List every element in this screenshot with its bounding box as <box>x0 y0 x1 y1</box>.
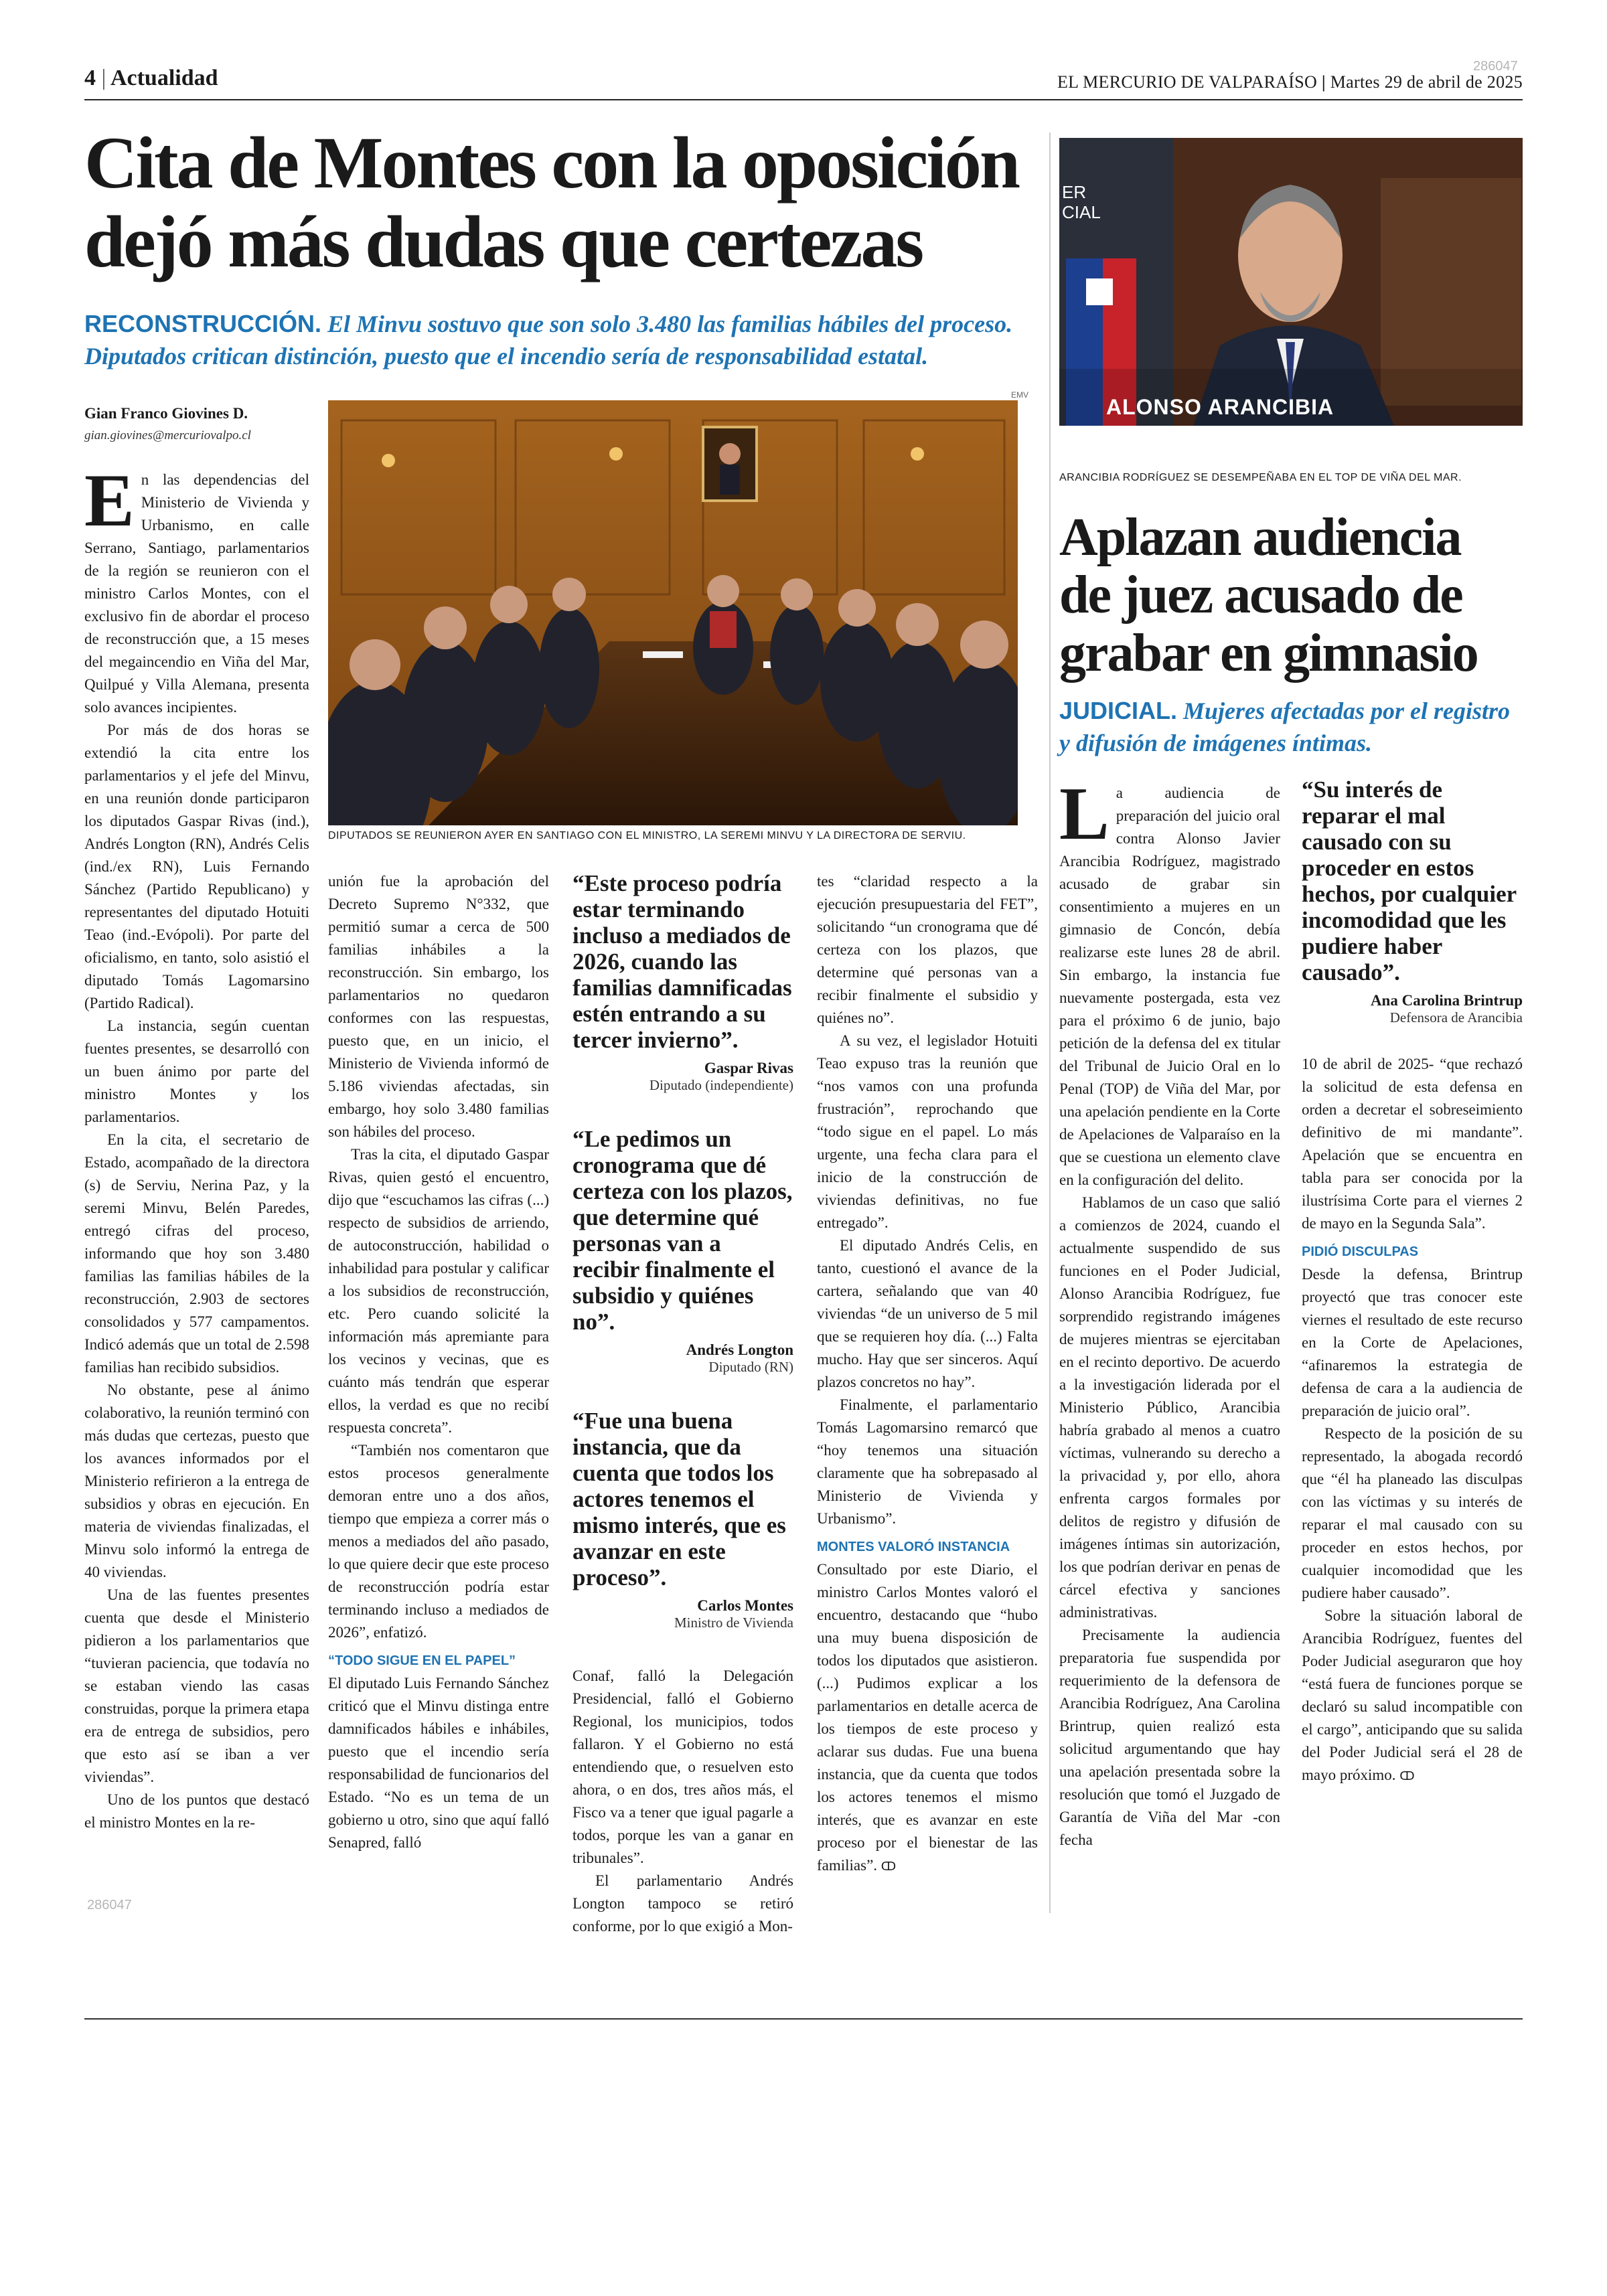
main-deck <box>84 308 1055 372</box>
side-col1-p3: Precisamente la audiencia preparatoria fue suspendida por requerimiento de la defensora de Arancibia Rodríguez, Ana Carolina Brintrup, quien realizó esta solicitud argumentando que hay una apelación presentada sobre la resolución que tomó el Juzgado de Garantía de Viña del Mar -con fecha <box>1059 1627 1280 1848</box>
side-col2-p1: 10 de abril de 2025- “que rechazó la solicitud de esta defensa en orden a decretar el sobreseimiento definitivo de mi mandante”. Apelación que se encuentra en tabla para ser conocida por la ilustrísima Corte para el viernes 2 de mayo en la Segunda Sala”. <box>1302 1056 1523 1232</box>
section-name: Actualidad <box>110 66 218 90</box>
side-end-mark-icon: ↀ <box>1399 1769 1415 1783</box>
subhead-montes-valoro: MONTES VALORÓ INSTANCIA <box>817 1540 1010 1554</box>
page-number: 4 <box>84 66 96 90</box>
author-name: Gian Franco Giovines D. <box>84 405 248 422</box>
main-col4-p2: A su vez, el legislador Hotuiti Teao expuso tras la reunión que “nos vamos con una profunda frustración”, reprochando que “todo sigue en el papel. Lo más urgente, una fecha clara para el inicio de la construcción de viviendas definitivas, no fue entregado”. <box>817 1032 1038 1231</box>
main-column-1 <box>84 459 309 1834</box>
newspaper-name: EL MERCURIO DE VALPARAÍSO <box>1057 72 1318 92</box>
page-header-right <box>1057 72 1523 92</box>
pull-quote-montes-text: “Fue una buena instancia, que da cuenta que todos los actores tenemos el mismo interés, que es avanzar en este proceso”. <box>572 1408 786 1590</box>
page-stamp-top: 286047 <box>1473 59 1518 74</box>
main-col4-p4: Finalmente, el parlamentario Tomás Lagomarsino remarcó que “hoy tenemos una situación claramente que ha sobrepasado al Ministerio de Vivienda y Urbanismo”. <box>817 1396 1038 1527</box>
side-col1-p1-text: a audiencia de preparación del juicio oral contra Alonso Javier Arancibia Rodríguez, magistrado acusado de grabar sin consentimiento a mujeres en un gimnasio de Concón, debía realizarse este lunes 28 de abril. Sin embargo, la instancia fue nuevamente postergada, esta vez para el próximo 6 de junio, bajo petición de la defensa del ex titular del Tribunal de Juicio Oral en lo Penal (TOP) de Viña del Mar, por una apelación pendiente en la Corte de Apelaciones de Valparaíso en la que se cuestiona un elemento clave en la configuración del delito. <box>1059 785 1280 1188</box>
pull-quote-montes-role: Ministro de Vivienda <box>674 1615 793 1631</box>
side-col2b-p1: Desde la defensa, Brintrup proyectó que tras conocer este viernes el resultado de este recurso en la Corte de Apelaciones, “afinaremos la estrategia de defensa de cara a la audiencia de preparación de juicio oral”. <box>1302 1266 1523 1419</box>
main-col1-p5: No obstante, pese al ánimo colaborativo, la reunión terminó con más dudas que certezas, puesto que los avances informados por el Ministerio refirieron a la entrega de subsidios y obras en ejecución. En materia de viviendas finalizadas, el Minvu solo informó la entrega de 40 viviendas. <box>84 1382 309 1580</box>
page-stamp-bottom: 286047 <box>87 1898 132 1912</box>
main-col4b-p1 <box>817 1558 1038 1878</box>
main-deck-text: El Minvu sostuvo que son solo 3.480 las familias hábiles del proceso. Diputados critican distinción, puesto que el incendio sería de responsabilidad estatal. <box>84 311 1013 370</box>
pull-quote-brintrup-text: “Su interés de reparar el mal causado con su proceder en estos hechos, por cualquier incomodidad que les pudiere haber causado”. <box>1302 776 1517 985</box>
main-col4-p3: El diputado Andrés Celis, en tanto, cuestionó el avance de la cartera, señalando que van 40 viviendas “de un universo de 5 mil que se requieren hoy día. (...) Falta mucho. Hay que ser sinceros. Aquí plazos concretos no hay”. <box>817 1237 1038 1390</box>
main-col2b-p1: El diputado Luis Fernando Sánchez criticó que el Minvu distinga entre damnificados hábiles e inhábiles, puesto que el incendio sería responsabilidad de funcionarios del Estado. “No es un tema de un gobierno u otro, sino que aquí falló Senapred, falló <box>328 1675 549 1851</box>
main-col1-p1 <box>84 459 309 719</box>
side-drop-cap: L <box>1059 772 1109 855</box>
main-photo-caption: DIPUTADOS SE REUNIERON AYER EN SANTIAGO CON EL MINISTRO, LA SEREMI MINVU Y LA DIRECTORA DE SERVIU. <box>328 830 966 841</box>
pull-quote-longton-text: “Le pedimos un cronograma que dé certeza con los plazos, que determine qué personas van a recibir finalmente el subsidio y quiénes no”. <box>572 1126 793 1335</box>
side-photo-caption: ARANCIBIA RODRÍGUEZ SE DESEMPEÑABA EN EL TOP DE VIÑA DEL MAR. <box>1059 472 1462 483</box>
pull-quote-longton <box>572 1126 793 1376</box>
main-col2-p2: Tras la cita, el diputado Gaspar Rivas, quien gestó el encuentro, dijo que “escuchamos las cifras (...) respecto de subsidios de arriendo, de autoconstrucción, habilidad o inhabilidad para postular y calificar a los subsidios de reconstrucción, etc. Pero cuando solicité la información más apremiante para los vecinos y vecinas, que es cuánto más tendrán que esperar ellos, la verdad es que no recibí respuesta concreta”. <box>328 1146 549 1436</box>
side-column-1 <box>1059 772 1280 1852</box>
page-header-left <box>84 66 218 91</box>
photo-credit: EMV <box>1011 390 1029 400</box>
side-headline: Aplazan audiencia de juez acusado de grabar en gimnasio <box>1059 508 1478 683</box>
subhead-todo-sigue: “TODO SIGUE EN EL PAPEL” <box>328 1653 516 1668</box>
meeting-photo-illustration <box>328 400 1018 825</box>
pull-quote-brintrup <box>1302 776 1523 1026</box>
main-col1-p6: Una de las fuentes presentes cuenta que desde el Ministerio pidieron a los parlamentarios que “tuvieran paciencia, que todavía no se estaban viendo las casas construidas, porque la primera etapa era de entrega de subsidios, pero que esto así se iban a ver viviendas”. <box>84 1586 309 1785</box>
main-headline: Cita de Montes con la oposición dejó más dudas que certezas <box>84 122 1019 282</box>
side-col2-text <box>1302 1053 1523 1788</box>
main-column-2 <box>328 870 549 1854</box>
side-deck-text: Mujeres afectadas por el registro y difusión de imágenes íntimas. <box>1059 698 1510 756</box>
issue-date: Martes 29 de abril de 2025 <box>1330 72 1523 92</box>
main-col4b-p1-text: Consultado por este Diario, el ministro Carlos Montes valoró el encuentro, destacando que “hubo una muy buena disposición de todos los diputados que asistieron. (...) Pudimos explicar a los parlamentarios en detalle acerca de los tiempos de este proceso y aclarar sus dudas. Fue una buena instancia, que da cuenta que todos los actores tenemos el mismo interés, que es avanzar en este proceso por el bienestar de las familias”. <box>817 1561 1038 1874</box>
pull-quote-longton-role: Diputado (RN) <box>708 1359 793 1375</box>
judge-photo <box>1059 138 1523 426</box>
main-col2-p1: unión fue la aprobación del Decreto Supremo N°332, que permitió sumar a cerca de 500 familias inhábiles a la reconstrucción. Sin embargo, los parlamentarios no quedaron conformes con las respuestas, puesto que, en un inicio, el Ministerio de Vivienda informó de 5.186 viviendas afectadas, sin embargo, hoy solo 3.480 familias son hábiles del proceso. <box>328 873 549 1140</box>
column-divider <box>1049 133 1051 1913</box>
side-col1-p2: Hablamos de un caso que salió a comienzos de 2024, cuando el actualmente suspendido de sus funciones en el Poder Judicial, Alonso Arancibia Rodríguez, fue sorprendido registrando imágenes de mujeres mientras se ejercitaban en el recinto deportivo. De acuerdo a la investigación liderada por el Ministerio Público, Arancibia habría grabado al menos a cuatro víctimas, vulnerando su derecho a la privacidad y, por ello, ahora enfrenta cargos formales por delitos de registro y difusión de imágenes íntimas sin autorización, los que podrían derivar en penas de cárcel efectiva y sanciones administrativas. <box>1059 1194 1280 1621</box>
side-col1-p1 <box>1059 772 1280 1192</box>
main-column-4 <box>817 870 1038 1878</box>
pull-quote-brintrup-role: Defensora de Arancibia <box>1389 1009 1523 1026</box>
side-col2b-p2: Respecto de la posición de su representado, la abogada recordó que “él ha planeado las disculpas con las víctimas y su interés de reparar el mal causado con su proceder en estos hechos, por cualquier incomodidad que les pudiere haber causado”. <box>1302 1425 1523 1601</box>
main-col1-p2: Por más de dos horas se extendió la cita entre los parlamentarios y el jefe del Minvu, en una reunión donde participaron los diputados Gaspar Rivas (ind.), Andrés Longton (RN), Andrés Celis (ind./ex RN), Luis Fernando Sánchez (Partido Republicano) y representantes del diputado Hotuiti Teao (ind.-Evópoli). Por parte del oficialismo, en tanto, solo asistió el diputado Tomás Lagomarsino (Partido Radical). <box>84 722 309 1011</box>
header-separator-2: | <box>1321 72 1326 92</box>
svg-text:ER: ER <box>1062 182 1087 202</box>
main-col1-p1-text: n las dependencias del Ministerio de Vivienda y Urbanismo, en calle Serrano, Santiago, parlamentarios de la región se reunieron con el ministro Carlos Montes, con el exclusivo fin de abordar el proceso de reconstrucción que, a 15 meses del megaincendio en Viña del Mar, Quilpué y Villa Alemana, presenta solo avances incipientes. <box>84 471 309 716</box>
meeting-photo <box>328 400 1018 825</box>
footer-rule <box>84 2018 1523 2020</box>
subhead-pidio-disculpas: PIDIÓ DISCULPAS <box>1302 1244 1419 1259</box>
main-col1-p4: En la cita, el secretario de Estado, acompañado de la directora (s) de Serviu, Nerina Paz, y la seremi Minvu, Belén Paredes, entregó cifras del proceso, informando que hoy son 3.480 familias las familias hábiles de la reconstrucción, 2.903 de sectores consolidados y 577 campamentos. Indicó además que un total de 2.598 familias han recibido subsidios. <box>84 1131 309 1376</box>
side-col2b-p3-text: Sobre la situación laboral de Arancibia Rodríguez, fuentes del Poder Judicial aseguraron que hoy “está fuera de funciones porque se declaró su salud incompatible con el cargo”, anticipando que su salida del Poder Judicial será el 28 de mayo próximo. <box>1302 1607 1523 1783</box>
end-mark-icon: ↀ <box>881 1860 897 1874</box>
header-separator: | <box>101 66 106 90</box>
pull-quote-rivas-name: Gaspar Rivas <box>704 1060 793 1076</box>
main-column-3 <box>572 870 793 1938</box>
main-col3-p1: Conaf, falló la Delegación Presidencial, falló el Gobierno Regional, los municipios, todos fallaron. Y el Gobierno no está entendiendo que, o resuelven esto ahora, o en dos, tres años más, el Fisco va a tener que igual pagarle a todos, porque les van a ganar en tribunales”. <box>572 1667 793 1866</box>
judge-portrait-illustration <box>1059 138 1523 426</box>
main-col3-text <box>572 1665 793 1938</box>
main-drop-cap: E <box>84 459 135 542</box>
pull-quote-montes <box>572 1408 793 1631</box>
side-col2b-p3 <box>1302 1605 1523 1788</box>
main-col1-p7: Uno de los puntos que destacó el ministro Montes en la re- <box>84 1791 309 1831</box>
main-col1-p3: La instancia, según cuentan fuentes presentes, se desarrolló con un buen ánimo por parte del ministro Montes y los parlamentarios. <box>84 1017 309 1125</box>
svg-text:CIAL: CIAL <box>1062 202 1101 222</box>
main-kicker: RECONSTRUCCIÓN. <box>84 310 322 337</box>
side-deck <box>1059 695 1523 759</box>
header-rule <box>84 99 1523 100</box>
pull-quote-montes-name: Carlos Montes <box>697 1597 793 1614</box>
author-email: gian.giovines@mercuriovalpo.cl <box>84 428 251 442</box>
pull-quote-rivas <box>572 870 793 1094</box>
pull-quote-rivas-text: “Este proceso podría estar terminando incluso a mediados de 2026, cuando las familias damnificadas estén entrando a su tercer invierno”. <box>572 870 792 1053</box>
pull-quote-rivas-role: Diputado (independiente) <box>649 1077 793 1093</box>
pull-quote-longton-name: Andrés Longton <box>686 1341 793 1358</box>
main-col4-p1: tes “claridad respecto a la ejecución presupuestaria del FET”, solicitando “un cronograma que dé certeza con los plazos, que determine qué personas van a recibir finalmente el subsidio y quiénes no”. <box>817 873 1038 1026</box>
side-kicker: JUDICIAL. <box>1059 697 1178 724</box>
main-col2-p3: “También nos comentaron que estos procesos generalmente demoran entre uno a dos años, tiempo que empieza a correr más o menos a mediados del año pasado, lo que quiere decir que este proceso de reconstrucción podría estar terminando incluso a mediados de 2026”, enfatizó. <box>328 1442 549 1641</box>
pull-quote-brintrup-name: Ana Carolina Brintrup <box>1370 992 1523 1009</box>
main-col3-p2: El parlamentario Andrés Longton tampoco se retiró conforme, por lo que exigió a Mon- <box>572 1872 793 1935</box>
side-column-2 <box>1302 776 1523 1788</box>
judge-photo-name: ALONSO ARANCIBIA <box>1106 395 1334 419</box>
